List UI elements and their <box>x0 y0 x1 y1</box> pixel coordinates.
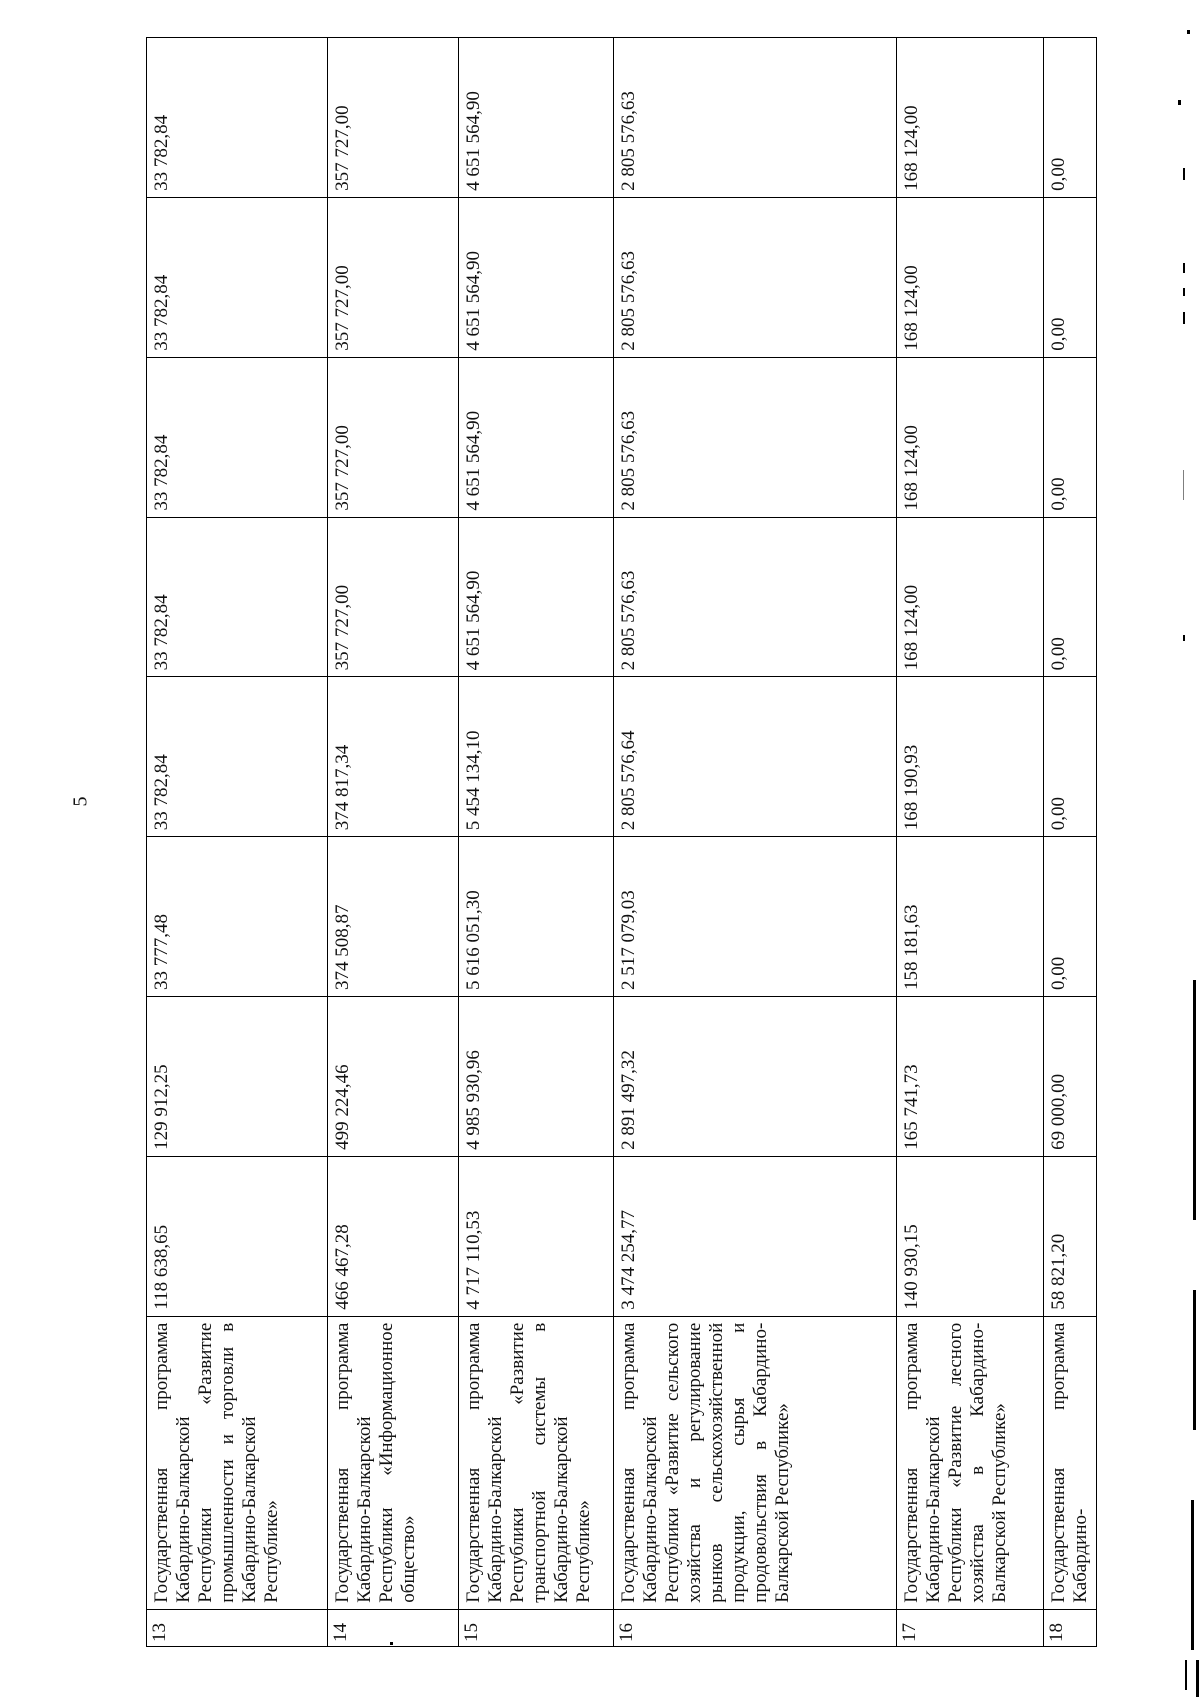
value-cell: 168 124,00 <box>897 197 1044 357</box>
program-name: Государственная программа Кабардино-Балкарской Республики «Информационное общество» <box>328 1316 459 1609</box>
value-cell: 2 891 497,32 <box>614 997 897 1157</box>
value-cell: 4 985 930,96 <box>459 997 614 1157</box>
table-row <box>459 38 614 1647</box>
value-cell: 118 638,65 <box>147 1156 328 1316</box>
value-cell: 158 181,63 <box>897 837 1044 997</box>
value-cell: 0,00 <box>1044 837 1097 997</box>
scan-mark <box>1178 100 1181 105</box>
scan-mark <box>1183 288 1185 296</box>
table-row <box>328 38 459 1647</box>
value-cell: 0,00 <box>1044 38 1097 198</box>
scan-mark <box>1191 1500 1194 1650</box>
row-number: 13 <box>147 1609 328 1646</box>
value-cell: 0,00 <box>1044 517 1097 677</box>
value-cell: 0,00 <box>1044 197 1097 357</box>
value-cell: 2 517 079,03 <box>614 837 897 997</box>
scan-mark <box>1193 1290 1196 1430</box>
value-cell: 374 817,34 <box>328 677 459 837</box>
value-cell: 4 651 564,90 <box>459 357 614 517</box>
scan-mark <box>1183 168 1185 180</box>
program-name: Государственная программа Кабардино-Балкарской Республики «Развитие промышленности и торговли в Кабардино-Балкарской Республике» <box>147 1316 328 1609</box>
value-cell: 3 474 254,77 <box>614 1156 897 1316</box>
program-name: Государственная программа Кабардино- <box>1044 1316 1097 1609</box>
value-cell: 2 805 576,63 <box>614 357 897 517</box>
row-number: 18 <box>1044 1609 1097 1646</box>
value-cell: 165 741,73 <box>897 997 1044 1157</box>
value-cell: 129 912,25 <box>147 997 328 1157</box>
scan-mark <box>1187 30 1190 34</box>
value-cell: 5 454 134,10 <box>459 677 614 837</box>
value-cell: 2 805 576,64 <box>614 677 897 837</box>
value-cell: 5 616 051,30 <box>459 837 614 997</box>
value-cell: 357 727,00 <box>328 38 459 198</box>
page-number: 5 <box>69 796 92 807</box>
value-cell: 357 727,00 <box>328 197 459 357</box>
value-cell: 168 124,00 <box>897 517 1044 677</box>
row-number: 16 <box>614 1609 897 1646</box>
value-cell: 33 782,84 <box>147 38 328 198</box>
scan-mark <box>390 1642 393 1645</box>
scan-mark <box>1185 1660 1187 1690</box>
value-cell: 33 782,84 <box>147 677 328 837</box>
scan-mark <box>1183 635 1185 641</box>
value-cell: 33 777,48 <box>147 837 328 997</box>
scan-mark <box>1183 312 1185 324</box>
value-cell: 33 782,84 <box>147 517 328 677</box>
value-cell: 466 467,28 <box>328 1156 459 1316</box>
value-cell: 140 930,15 <box>897 1156 1044 1316</box>
value-cell: 4 651 564,90 <box>459 197 614 357</box>
scan-mark <box>1183 470 1184 500</box>
value-cell: 357 727,00 <box>328 357 459 517</box>
row-number: 15 <box>459 1609 614 1646</box>
value-cell: 168 190,93 <box>897 677 1044 837</box>
value-cell: 168 124,00 <box>897 38 1044 198</box>
value-cell: 4 651 564,90 <box>459 517 614 677</box>
value-cell: 2 805 576,63 <box>614 517 897 677</box>
value-cell: 499 224,46 <box>328 997 459 1157</box>
table-row <box>1044 38 1097 1647</box>
value-cell: 168 124,00 <box>897 357 1044 517</box>
scan-mark <box>1183 263 1185 273</box>
row-number: 14 <box>328 1609 459 1646</box>
program-name: Государственная программа Кабардино-Балкарской Республики «Развитие сельского хозяйства и регулирование рынков сельскохозяйственной продукции, сырья и продовольствия в Кабардино-Балкарской Республике» <box>614 1316 897 1609</box>
value-cell: 374 508,87 <box>328 837 459 997</box>
value-cell: 58 821,20 <box>1044 1156 1097 1316</box>
value-cell: 0,00 <box>1044 677 1097 837</box>
program-name: Государственная программа Кабардино-Балкарской Республики «Развитие транспортной системы в Кабардино-Балкарской Республике» <box>459 1316 614 1609</box>
value-cell: 4 717 110,53 <box>459 1156 614 1316</box>
scan-mark <box>1196 1660 1199 1697</box>
budget-table-rotated <box>146 37 1091 1647</box>
row-number: 17 <box>897 1609 1044 1646</box>
value-cell: 4 651 564,90 <box>459 38 614 198</box>
value-cell: 33 782,84 <box>147 357 328 517</box>
value-cell: 2 805 576,63 <box>614 197 897 357</box>
budget-table <box>146 37 1097 1647</box>
value-cell: 33 782,84 <box>147 197 328 357</box>
table-row <box>614 38 897 1647</box>
value-cell: 0,00 <box>1044 357 1097 517</box>
program-name: Государственная программа Кабардино-Балкарской Республики «Развитие лесного хозяйства в Кабардино-Балкарской Республике» <box>897 1316 1044 1609</box>
table-row <box>897 38 1044 1647</box>
value-cell: 2 805 576,63 <box>614 38 897 198</box>
value-cell: 357 727,00 <box>328 517 459 677</box>
scan-mark <box>1193 980 1196 1220</box>
table-row <box>147 38 328 1647</box>
value-cell: 69 000,00 <box>1044 997 1097 1157</box>
